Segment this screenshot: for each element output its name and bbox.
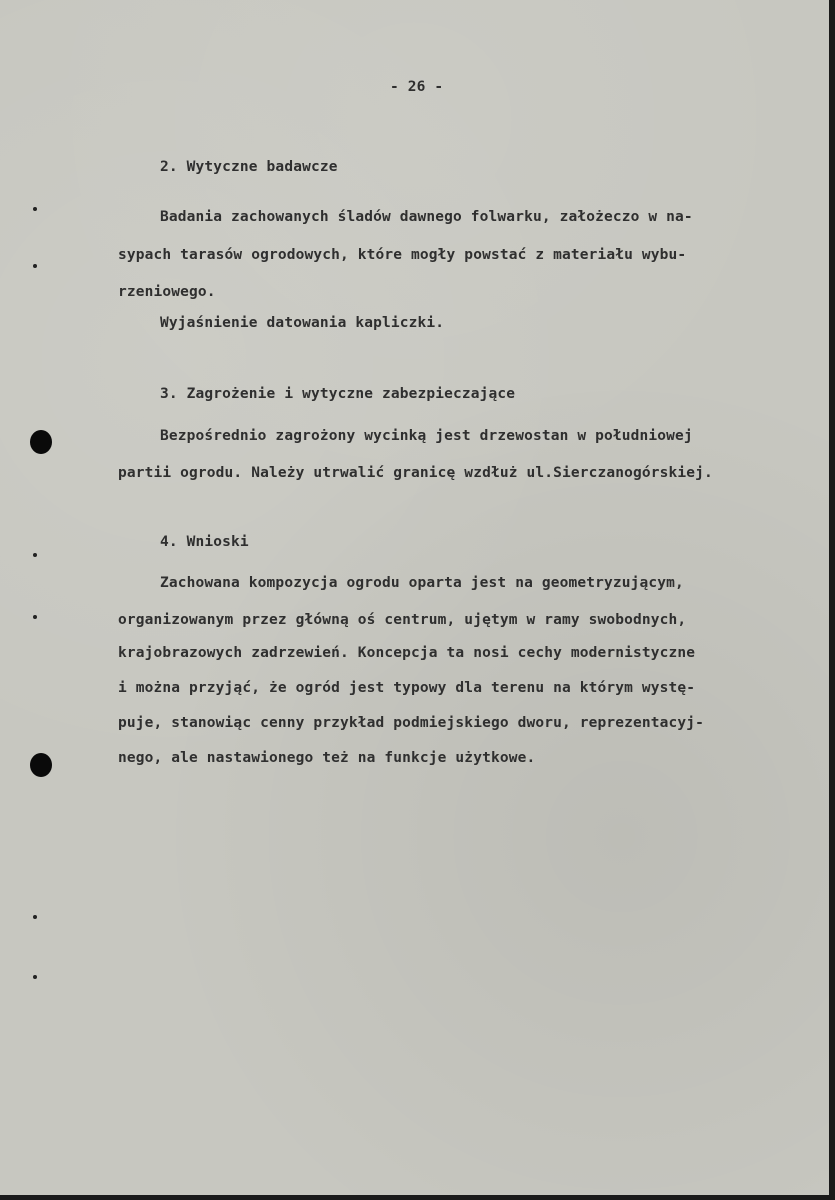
- paragraph-line: Wyjaśnienie datowania kapliczki.: [160, 315, 445, 331]
- paragraph-line: krajobrazowych zadrzewień. Koncepcja ta nosi cechy modernistyczne: [118, 645, 696, 661]
- paragraph-line: sypach tarasów ogrodowych, które mogły powstać z materiału wybu-: [118, 247, 687, 263]
- margin-mark: [33, 207, 37, 211]
- punch-hole-bottom: [30, 753, 52, 777]
- paragraph-line: organizowanym przez główną oś centrum, ujętym w ramy swobodnych,: [118, 612, 687, 628]
- paragraph-line: i można przyjąć, że ogród jest typowy dla terenu na którym wystę-: [118, 680, 696, 696]
- page-number: - 26 -: [390, 79, 444, 95]
- section-heading: 4. Wnioski: [160, 534, 249, 550]
- section-heading: 2. Wytyczne badawcze: [160, 159, 338, 175]
- paragraph-line: Badania zachowanych śladów dawnego folwarku, założeczo w na-: [160, 209, 693, 225]
- paragraph-line: partii ogrodu. Należy utrwalić granicę wzdłuż ul.Sierczanogórskiej.: [118, 465, 713, 481]
- margin-mark: [33, 915, 37, 919]
- paragraph-line: Zachowana kompozycja ogrodu oparta jest na geometryzującym,: [160, 575, 684, 591]
- section-heading: 3. Zagrożenie i wytyczne zabezpieczające: [160, 386, 516, 402]
- paragraph-line: rzeniowego.: [118, 284, 216, 300]
- paragraph-line: puje, stanowiąc cenny przykład podmiejskiego dworu, reprezentacyj-: [118, 715, 705, 731]
- margin-mark: [33, 615, 37, 619]
- margin-mark: [33, 553, 37, 557]
- paragraph-line: nego, ale nastawionego też na funkcje użytkowe.: [118, 750, 536, 766]
- punch-hole-top: [30, 430, 52, 454]
- margin-mark: [33, 264, 37, 268]
- paragraph-line: Bezpośrednio zagrożony wycinką jest drzewostan w południowej: [160, 428, 693, 444]
- margin-mark: [33, 975, 37, 979]
